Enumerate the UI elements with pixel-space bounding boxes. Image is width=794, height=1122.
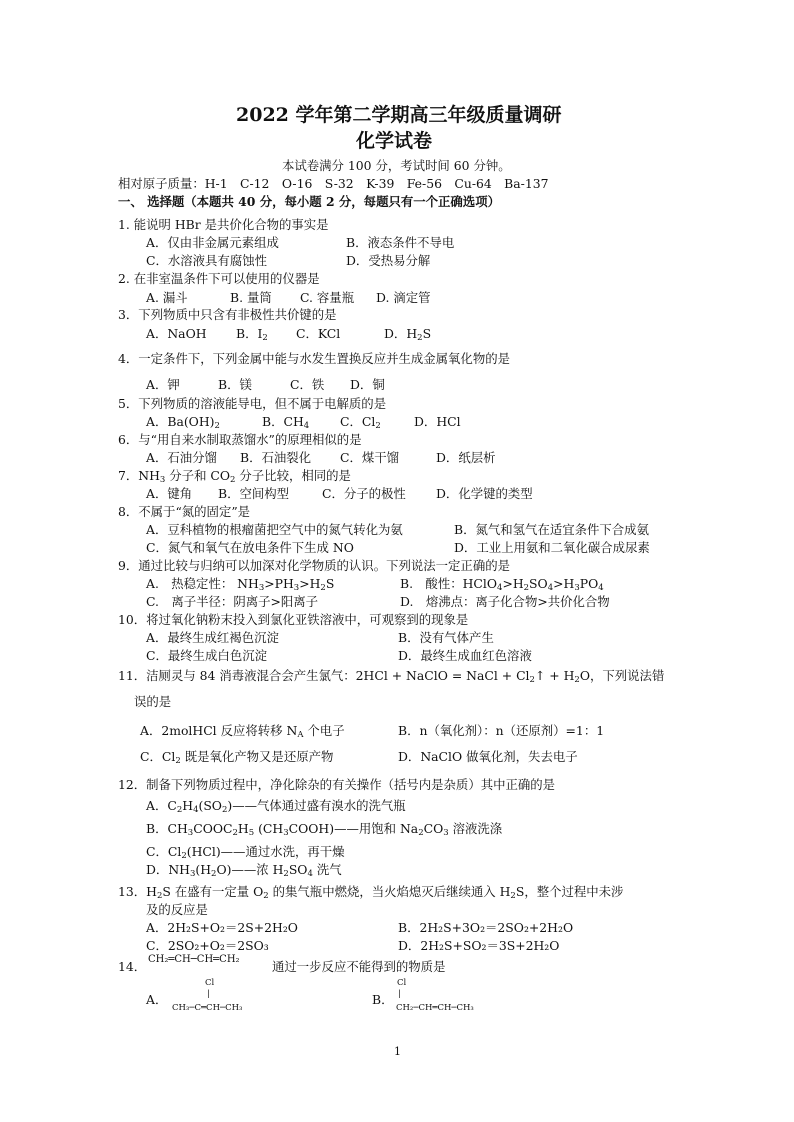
- option-b: B．氮气和氢气在适宜条件下合成氨: [454, 522, 649, 537]
- structure-bond: |: [398, 989, 401, 999]
- question-stem: 3．下列物质中只含有非极性共价键的是: [118, 307, 337, 322]
- option-d: D．纸层析: [436, 450, 496, 465]
- option-d: D．化学键的类型: [436, 486, 533, 501]
- exam-subject: 化学试卷: [356, 130, 433, 152]
- structure-bond: |: [207, 989, 210, 999]
- option-c: C．$Cl_2(HCl)——$通过水洗，再干燥: [146, 844, 345, 861]
- option-c: C．2SO₂+O₂＝2SO₃: [146, 938, 269, 953]
- option-c: C．$Cl_2$ 既是氧化产物又是还原产物: [140, 749, 334, 766]
- option-a: A．$Ba(OH)_2$: [146, 414, 220, 431]
- question-stem: 通过一步反应不能得到的物质是: [272, 959, 446, 974]
- option-d: D．铜: [350, 377, 385, 392]
- option-c: C．最终生成白色沉淀: [146, 648, 267, 663]
- option-b: B．2H₂S+3O₂＝2SO₂+2H₂O: [398, 920, 574, 935]
- option-d: D．2H₂S+SO₂＝3S+2H₂O: [398, 938, 560, 953]
- option-b: B．$CH_3COOC_2H_5$ $(CH_3COOH)——$用饱和 $Na_2CO_3$ 溶液洗涤: [146, 821, 503, 838]
- option-c: C．煤干馏: [340, 450, 400, 465]
- option-a: A．$C_2H_4(SO_2)——$气体通过盛有溴水的洗气瓶: [146, 798, 406, 815]
- option-b-label: B．: [372, 992, 394, 1007]
- question-stem: 12．制备下列物质过程中，净化除杂的有关操作（括号内是杂质）其中正确的是: [118, 777, 556, 792]
- question-stem: 10．将过氧化钠粉末投入到氯化亚铁溶液中，可观察到的现象是: [118, 612, 469, 627]
- option-d: D. 滴定管: [376, 290, 431, 305]
- option-b: B．$CH_4$: [262, 414, 310, 431]
- question-stem: 9．通过比较与归纳可以加深对化学物质的认识。下列说法一定正确的是: [118, 558, 510, 573]
- option-d: D．NaClO 做氧化剂，失去电子: [398, 749, 578, 764]
- question-stem: 6．与“用自来水制取蒸馏水”的原理相似的是: [118, 432, 362, 447]
- option-b: B．石油裂化: [240, 450, 312, 465]
- option-c: C．KCl: [296, 326, 341, 341]
- option-d: D．最终生成血红色溶液: [398, 648, 532, 663]
- option-d: D．$H_2S$: [384, 326, 432, 343]
- reactant-structure: CH₂═CH─CH═CH₂: [148, 954, 240, 965]
- option-d: D．HCl: [414, 414, 461, 429]
- option-d: D. 熔沸点：离子化合物>共价化合物: [400, 594, 610, 609]
- option-b: B．n（氧化剂）：n（还原剂）=1：1: [398, 723, 605, 738]
- question-stem: 11．洁厕灵与 84 消毒液混合会产生氯气：2HCl + NaClO = NaCl + $Cl_2↑ + H_2O$，下列说法错: [118, 668, 665, 685]
- question-number: 14．: [118, 959, 147, 974]
- option-b-structure: CH₂─CH═CH─CH₃: [396, 1003, 474, 1013]
- section-title: 一、 选择题（本题共 40 分，每小题 2 分，每题只有一个正确选项）: [118, 194, 500, 209]
- option-a: A．钾: [146, 377, 180, 392]
- option-a: A．豆科植物的根瘤菌把空气中的氮气转化为氨: [146, 522, 403, 537]
- option-a: A．2molHCl 反应将转移 $N_A$ 个电子: [140, 723, 345, 740]
- question-stem: 7．$NH_3$ 分子和 $CO_2$ 分子比较，相同的是: [118, 468, 351, 485]
- question-stem: 4．一定条件下，下列金属中能与水发生置换反应并生成金属氧化物的是: [118, 351, 510, 366]
- option-a: A．仅由非金属元素组成: [146, 235, 279, 250]
- option-c: C．氮气和氧气在放电条件下生成 NO: [146, 540, 354, 555]
- option-c: C. 离子半径：阴离子>阳离子: [146, 594, 319, 609]
- option-b: B. 量筒: [230, 290, 272, 305]
- option-d: D．工业上用氨和二氧化碳合成尿素: [454, 540, 650, 555]
- option-c: C．铁: [290, 377, 325, 392]
- question-stem: 13．$H_2S$ 在盛有一定量 $O_2$ 的集气瓶中燃烧，当火焰熄灭后继续通入 $H_2S$，整个过程中未涉: [118, 884, 624, 901]
- option-a-structure: CH₃─C═CH─CH₃: [172, 1003, 243, 1013]
- atomic-masses: 相对原子质量：H-1 C-12 O-16 S-32 K-39 Fe-56 Cu-64 Ba-137: [118, 176, 549, 191]
- option-a-label: A．: [146, 992, 168, 1007]
- option-a: A．键角: [146, 486, 193, 501]
- option-d: D．受热易分解: [346, 253, 431, 268]
- option-a: A．2H₂S+O₂＝2S+2H₂O: [146, 920, 298, 935]
- option-c: C．分子的极性: [322, 486, 406, 501]
- question-stem: 1. 能说明 HBr 是共价化合物的事实是: [118, 217, 329, 232]
- option-d: D．$NH_3(H_2O)——$浓 $H_2SO_4$ 洗气: [146, 862, 342, 879]
- exam-title: 2022 学年第二学期高三年级质量调研: [236, 104, 562, 126]
- question-stem: 5．下列物质的溶液能导电，但不属于电解质的是: [118, 396, 387, 411]
- option-a: A．石油分馏: [146, 450, 217, 465]
- page-number: 1: [394, 1045, 401, 1058]
- option-c: C．$Cl_2$: [340, 414, 381, 431]
- option-a: A．NaOH: [146, 326, 207, 341]
- option-b: B．$I_2$: [236, 326, 268, 343]
- structure-substituent: Cl: [397, 978, 407, 988]
- question-stem: 2. 在非室温条件下可以使用的仪器是: [118, 271, 320, 286]
- question-stem: 8．不属于“氮的固定”是: [118, 504, 251, 519]
- option-a: A. 漏斗: [146, 290, 188, 305]
- option-a: A. 热稳定性： $NH_3>PH_3>H_2S$: [146, 576, 335, 593]
- question-stem-continued: 误的是: [134, 694, 172, 709]
- option-a: A．最终生成红褐色沉淀: [146, 630, 279, 645]
- option-c: C. 容量瓶: [300, 290, 355, 305]
- question-stem-continued: 及的反应是: [146, 902, 208, 917]
- structure-substituent: Cl: [205, 978, 215, 988]
- option-b: B．没有气体产生: [398, 630, 494, 645]
- option-b: B．空间构型: [218, 486, 290, 501]
- option-b: B．镁: [218, 377, 252, 392]
- option-b: B．液态条件不导电: [346, 235, 455, 250]
- exam-info: 本试卷满分 100 分，考试时间 60 分钟。: [282, 158, 511, 173]
- option-c: C．水溶液具有腐蚀性: [146, 253, 267, 268]
- option-b: B. 酸性：$HClO_4>H_2SO_4>H_3PO_4$: [400, 576, 604, 593]
